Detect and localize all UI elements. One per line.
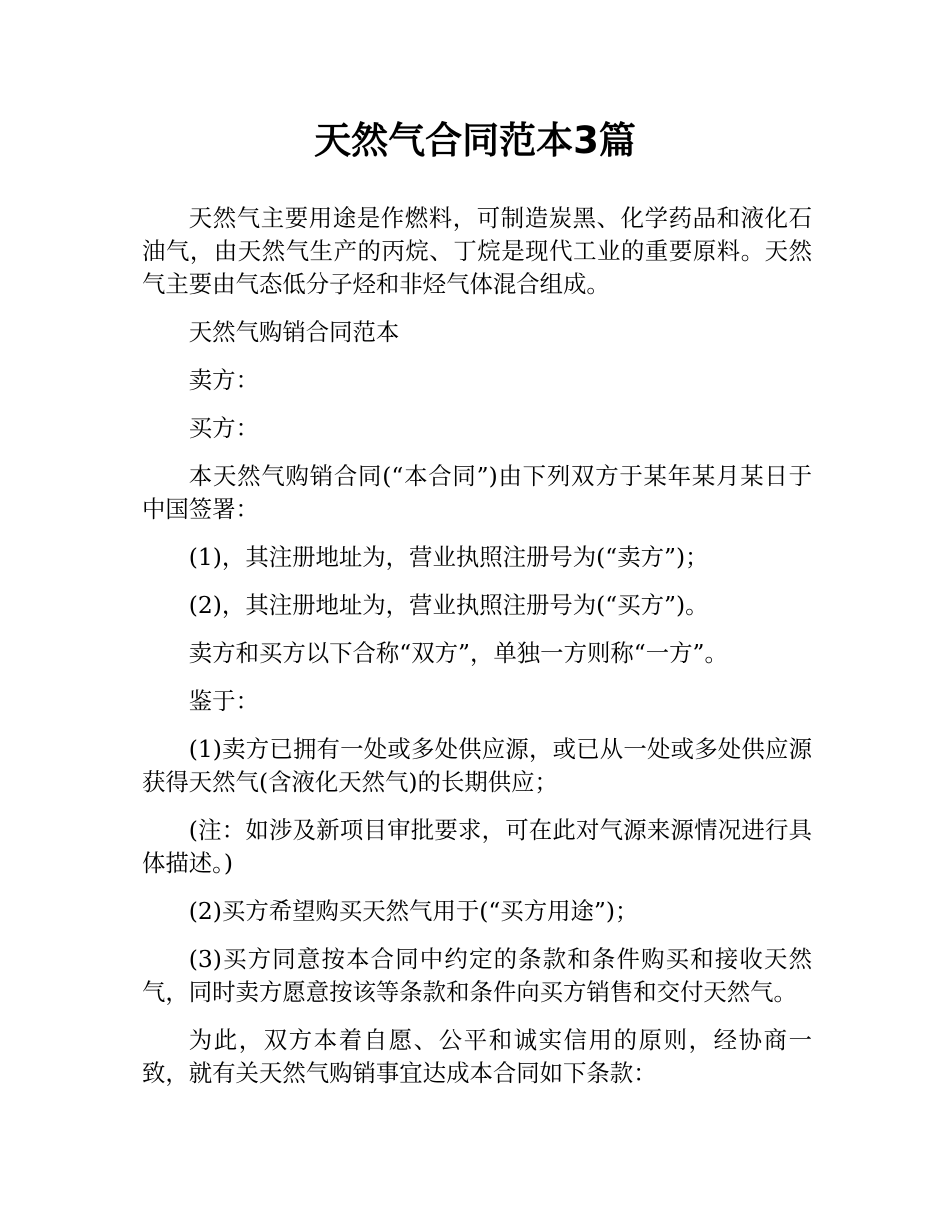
paragraph-recital-1: (1)卖方已拥有一处或多处供应源，或已从一处或多处供应源获得天然气(含液化天然气)的长期供应； bbox=[142, 735, 812, 796]
paragraph-intro: 天然气主要用途是作燃料，可制造炭黑、化学药品和液化石油气，由天然气生产的丙烷、丁烷是现代工业的重要原料。天然气主要由气态低分子烃和非烃气体混合组成。 bbox=[142, 204, 812, 298]
paragraph-contract-heading: 天然气购销合同范本 bbox=[188, 318, 400, 346]
document-title: 天然气合同范本3篇 bbox=[314, 119, 636, 162]
document-body bbox=[142, 202, 812, 1105]
paragraph-whereas: 鉴于： bbox=[188, 687, 259, 715]
paragraph-recital-3: (3)买方同意按本合同中约定的条款和条件购买和接收天然气，同时卖方愿意按该等条款和条件向买方销售和交付天然气。 bbox=[142, 945, 812, 1006]
paragraph-seller: 卖方： bbox=[188, 366, 259, 394]
paragraph-signing: 本天然气购销合同(“本合同”)由下列双方于某年某月某日于中国签署： bbox=[142, 462, 812, 523]
paragraph-parties-definition: 卖方和买方以下合称“双方”，单独一方则称“一方”。 bbox=[188, 639, 728, 667]
paragraph-party-2: (2)，其注册地址为，营业执照注册号为(“买方”)。 bbox=[188, 591, 709, 619]
paragraph-note: (注：如涉及新项目审批要求，可在此对气源来源情况进行具体描述。) bbox=[142, 816, 812, 877]
paragraph-party-1: (1)，其注册地址为，营业执照注册号为(“卖方”)； bbox=[188, 543, 709, 571]
paragraph-recital-2: (2)买方希望购买天然气用于(“买方用途”)； bbox=[188, 897, 639, 925]
paragraph-agreement: 为此，双方本着自愿、公平和诚实信用的原则，经协商一致，就有关天然气购销事宜达成本合同如下条款： bbox=[142, 1026, 812, 1087]
paragraph-buyer: 买方： bbox=[188, 414, 259, 442]
